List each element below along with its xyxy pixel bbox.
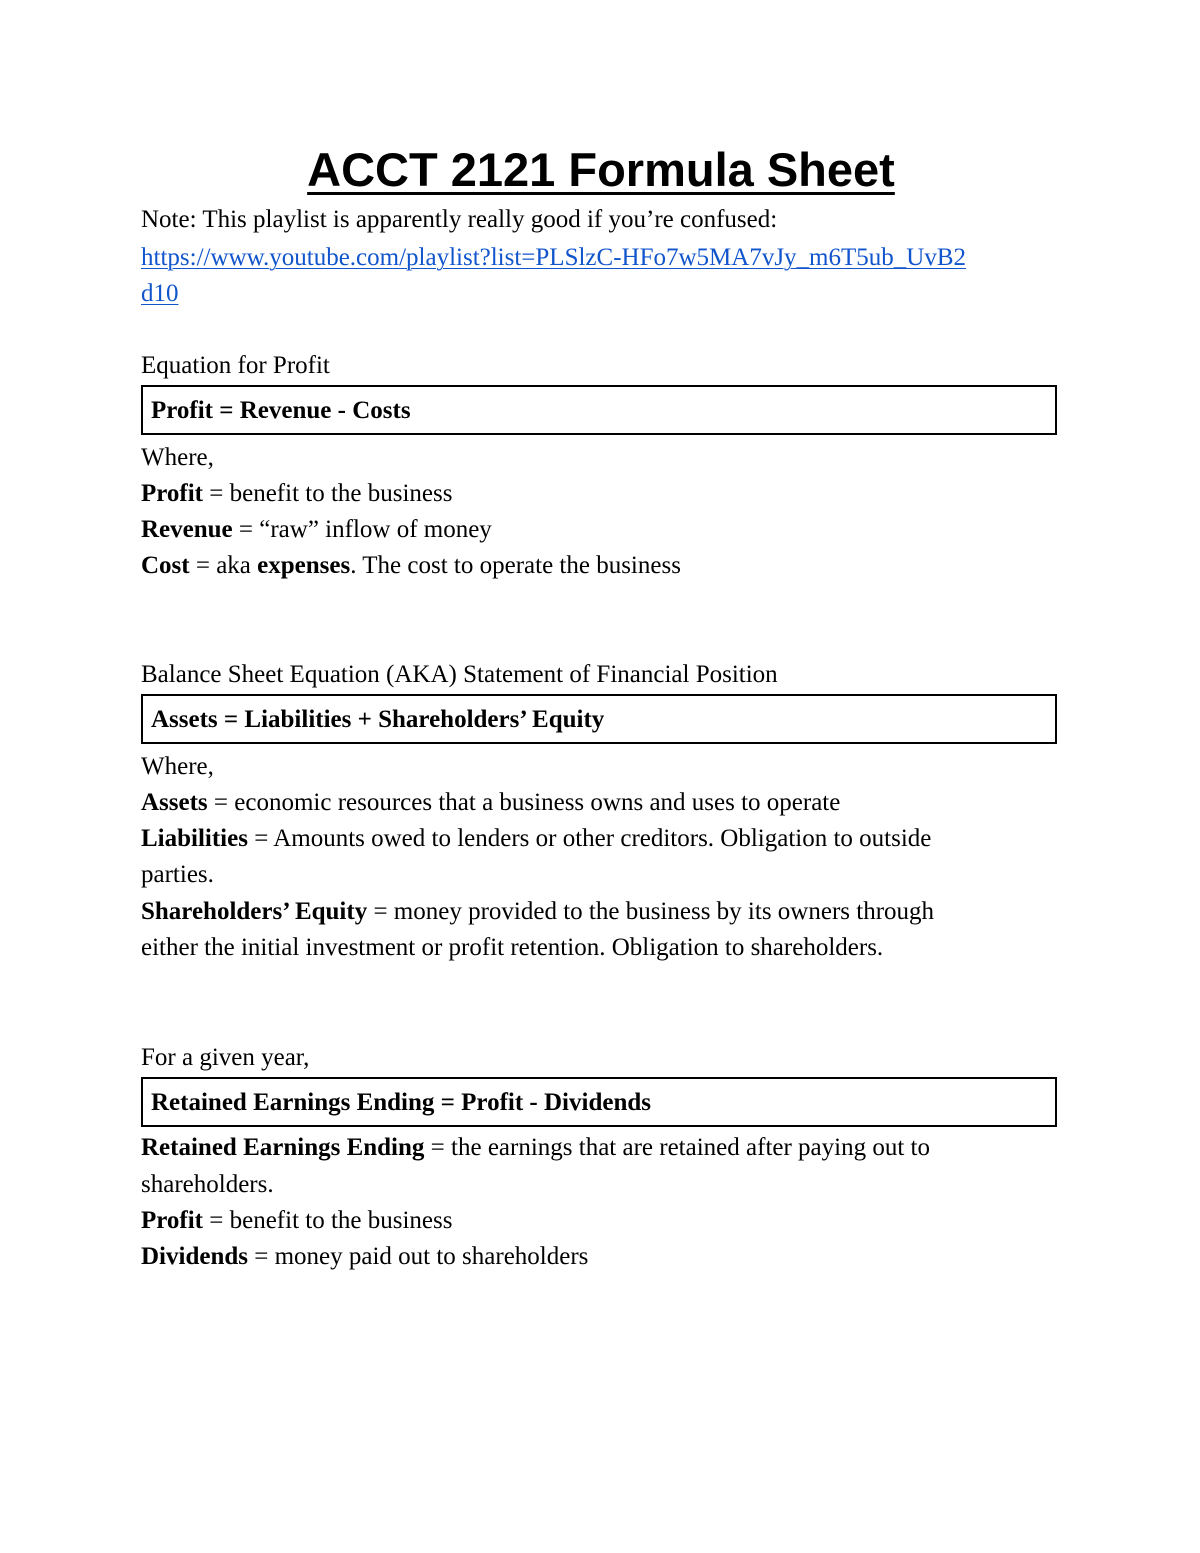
def-term: Revenue [141,516,233,543]
def-dividends [141,1239,588,1275]
playlist-link-line1[interactable]: https://www.youtube.com/playlist?list=PLSlzC-HFo7w5MA7vJy_m6T5ub_UvB2 [141,244,966,271]
def-term: Liabilities [141,825,248,852]
def-text: = benefit to the business [203,1207,453,1234]
def-liabilities-cont: parties. [141,861,214,888]
def-term: Profit [141,1207,204,1234]
balance-heading: Balance Sheet Equation (AKA) Statement of Financial Position [141,661,778,688]
def-liabilities [141,821,931,857]
def-text: . The cost to operate the business [350,552,681,579]
def-term: Cost [141,552,190,579]
def-cost [141,548,681,584]
def-retained-cont: shareholders. [141,1171,274,1198]
playlist-link-line2[interactable]: d10 [141,280,179,307]
profit-heading: Equation for Profit [141,352,330,379]
def-text: = Amounts owed to lenders or other creditors. Obligation to outside [247,825,932,852]
def-equity-cont: either the initial investment or profit retention. Obligation to shareholders. [141,934,884,961]
profit-formula-box [141,385,1057,435]
retained-heading: For a given year, [141,1044,310,1071]
def-term: Profit [141,480,204,507]
balance-where: Where, [141,753,214,780]
def-term: expenses [257,552,351,579]
def-term: Retained Earnings Ending [141,1134,425,1161]
def-text: = aka [189,552,258,579]
def-term: Dividends [141,1243,248,1270]
profit-where: Where, [141,444,214,471]
note-text: Note: This playlist is apparently really good if you’re confused: [141,206,778,233]
playlist-link-cont[interactable] [141,276,179,312]
def-text: = money provided to the business by its owners through [367,898,935,925]
def-text: = money paid out to shareholders [247,1243,589,1270]
playlist-link[interactable] [141,240,966,276]
def-text: = “raw” inflow of money [232,516,492,543]
def-equity [141,894,934,930]
def-revenue [141,512,492,548]
def-profit-2 [141,1203,453,1239]
def-term: Shareholders’ Equity [141,898,368,925]
def-profit [141,476,453,512]
def-text: = benefit to the business [203,480,453,507]
balance-formula-box [141,694,1057,744]
def-assets [141,785,840,821]
retained-formula: Retained Earnings Ending = Profit - Dividends [151,1089,651,1116]
retained-formula-box [141,1077,1057,1127]
def-text: = the earnings that are retained after paying out to [424,1134,930,1161]
page-title: ACCT 2121 Formula Sheet [307,143,895,196]
def-text: = economic resources that a business owns and uses to operate [207,789,841,816]
def-term: Assets [141,789,208,816]
def-retained [141,1130,930,1166]
balance-formula: Assets = Liabilities + Shareholders’ Equity [151,706,605,733]
profit-formula: Profit = Revenue - Costs [151,397,411,424]
